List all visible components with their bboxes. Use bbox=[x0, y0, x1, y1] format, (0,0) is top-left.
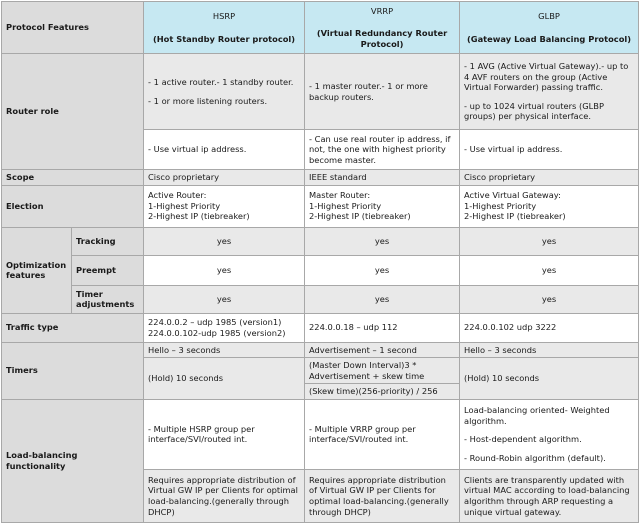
router-role-row-1 bbox=[2, 54, 639, 130]
cell-line: Active Router: bbox=[148, 190, 207, 201]
cell-line: 224.0.0.2 – udp 1985 (version1) bbox=[148, 317, 282, 327]
preempt-label: Preempt bbox=[72, 255, 144, 285]
optimization-features-label: Optimization features bbox=[2, 227, 72, 313]
hsrp-tracking: yes bbox=[144, 227, 305, 255]
vrrp-scope: IEEE standard bbox=[305, 170, 460, 186]
scope-label: Scope bbox=[2, 170, 144, 186]
cell-line: Master Router: bbox=[309, 190, 371, 201]
vrrp-master-down-interval: (Master Down Interval)3 * Advertisement + skew time bbox=[305, 358, 460, 384]
vrrp-header bbox=[305, 2, 460, 54]
vrrp-tracking: yes bbox=[305, 227, 460, 255]
glbp-distribution: Clients are transparently updated with virtual MAC according to load-balancing algorithm through ARP requesting a unique virtual gateway. bbox=[460, 469, 639, 522]
glbp-scope: Cisco proprietary bbox=[460, 170, 639, 186]
glbp-traffic-type: 224.0.0.102 udp 3222 bbox=[460, 313, 639, 342]
glbp-header bbox=[460, 2, 639, 54]
scope-row bbox=[2, 170, 639, 186]
cell-line: 2-Highest IP (tiebreaker) bbox=[309, 211, 411, 222]
vrrp-preempt: yes bbox=[305, 255, 460, 285]
glbp-name: GLBP bbox=[538, 10, 560, 21]
glbp-full-name: (Gateway Load Balancing Protocol) bbox=[466, 33, 632, 44]
vrrp-traffic-type: 224.0.0.18 – udp 112 bbox=[305, 313, 460, 342]
hsrp-election bbox=[144, 185, 305, 227]
glbp-hold-timer: (Hold) 10 seconds bbox=[460, 358, 639, 400]
optimization-row-tracking bbox=[2, 227, 639, 255]
vrrp-router-role bbox=[305, 54, 460, 130]
vrrp-skew-time: (Skew time)(256-priority) / 256 bbox=[305, 384, 460, 400]
cell-line: 2-Highest IP (tiebreaker) bbox=[148, 211, 250, 222]
hsrp-load-balancing: - Multiple HSRP group per interface/SVI/routed int. bbox=[144, 399, 305, 469]
cell-line: - 1 AVG (Active Virtual Gateway).- up to 4 AVF routers on the group (Active Virtual Forwarder) passing traffic. bbox=[464, 61, 629, 93]
hsrp-full-name: (Hot Standby Router protocol) bbox=[152, 33, 296, 44]
vrrp-distribution: Requires appropriate distribution of Virtual GW IP per Clients for optimal load-balancing.(generally through DHCP) bbox=[305, 469, 460, 522]
glbp-load-balancing bbox=[460, 399, 639, 469]
glbp-election bbox=[460, 185, 639, 227]
hsrp-timer-adjustments: yes bbox=[144, 285, 305, 313]
glbp-hello-timer: Hello – 3 seconds bbox=[460, 342, 639, 358]
timers-row-hello bbox=[2, 342, 639, 358]
glbp-preempt: yes bbox=[460, 255, 639, 285]
hsrp-name: HSRP bbox=[212, 10, 236, 21]
glbp-timer-adjustments: yes bbox=[460, 285, 639, 313]
optimization-row-timer-adjustments bbox=[2, 285, 639, 313]
cell-line: - 1 or more listening routers. bbox=[148, 95, 268, 106]
hsrp-hold-timer: (Hold) 10 seconds bbox=[144, 358, 305, 400]
cell-line: Load-balancing oriented- Weighted algorithm. bbox=[464, 405, 610, 426]
hsrp-scope: Cisco proprietary bbox=[144, 170, 305, 186]
load-balancing-row-1 bbox=[2, 399, 639, 469]
protocol-comparison-table bbox=[1, 1, 639, 523]
cell-line: 1-Highest Priority bbox=[148, 200, 221, 211]
glbp-router-role bbox=[460, 54, 639, 130]
vrrp-full-name: (Virtual Redundancy Router Protocol) bbox=[316, 28, 448, 49]
hsrp-traffic-type bbox=[144, 313, 305, 342]
glbp-tracking: yes bbox=[460, 227, 639, 255]
protocol-features-header: Protocol Features bbox=[2, 2, 144, 54]
cell-line: - up to 1024 virtual routers (GLBP groups) per physical interface. bbox=[464, 100, 604, 122]
timers-label: Timers bbox=[2, 342, 144, 399]
hsrp-ip-usage: - Use virtual ip address. bbox=[144, 130, 305, 170]
vrrp-name: VRRP bbox=[370, 5, 394, 16]
timer-adjustments-label: Timer adjustments bbox=[72, 285, 144, 313]
vrrp-load-balancing: - Multiple VRRP group per interface/SVI/routed int. bbox=[305, 399, 460, 469]
hsrp-router-role bbox=[144, 54, 305, 130]
router-role-label: Router role bbox=[2, 54, 144, 170]
election-row bbox=[2, 185, 639, 227]
tracking-label: Tracking bbox=[72, 227, 144, 255]
hsrp-header bbox=[144, 2, 305, 54]
cell-line: - Host-dependent algorithm. bbox=[464, 434, 582, 445]
hsrp-preempt: yes bbox=[144, 255, 305, 285]
traffic-type-label: Traffic type bbox=[2, 313, 144, 342]
hsrp-distribution: Requires appropriate distribution of Virtual GW IP per Clients for optimal load-balancing.(generally through DHCP) bbox=[144, 469, 305, 522]
cell-line: 1-Highest Priority bbox=[309, 200, 382, 211]
hsrp-hello-timer: Hello – 3 seconds bbox=[144, 342, 305, 358]
traffic-type-row bbox=[2, 313, 639, 342]
load-balancing-label: Load-balancing functionality bbox=[2, 399, 144, 522]
table-header-row bbox=[2, 2, 639, 54]
cell-line: 1-Highest Priority bbox=[464, 200, 537, 211]
cell-line: Active Virtual Gateway: bbox=[464, 190, 561, 201]
cell-line: - Round-Robin algorithm (default). bbox=[464, 453, 606, 464]
vrrp-advertisement-timer: Advertisement – 1 second bbox=[305, 342, 460, 358]
election-label: Election bbox=[2, 185, 144, 227]
vrrp-timer-adjustments: yes bbox=[305, 285, 460, 313]
glbp-ip-usage: - Use virtual ip address. bbox=[460, 130, 639, 170]
cell-line: - 1 master router.- 1 or more backup routers. bbox=[309, 80, 428, 102]
vrrp-ip-usage: - Can use real router ip address, if not, the one with highest priority become master. bbox=[305, 130, 460, 170]
optimization-row-preempt bbox=[2, 255, 639, 285]
cell-line: 224.0.0.102-udp 1985 (version2) bbox=[148, 327, 286, 338]
cell-line: - 1 active router.- 1 standby router. bbox=[148, 76, 294, 87]
cell-line: 2-Highest IP (tiebreaker) bbox=[464, 211, 566, 222]
vrrp-election bbox=[305, 185, 460, 227]
